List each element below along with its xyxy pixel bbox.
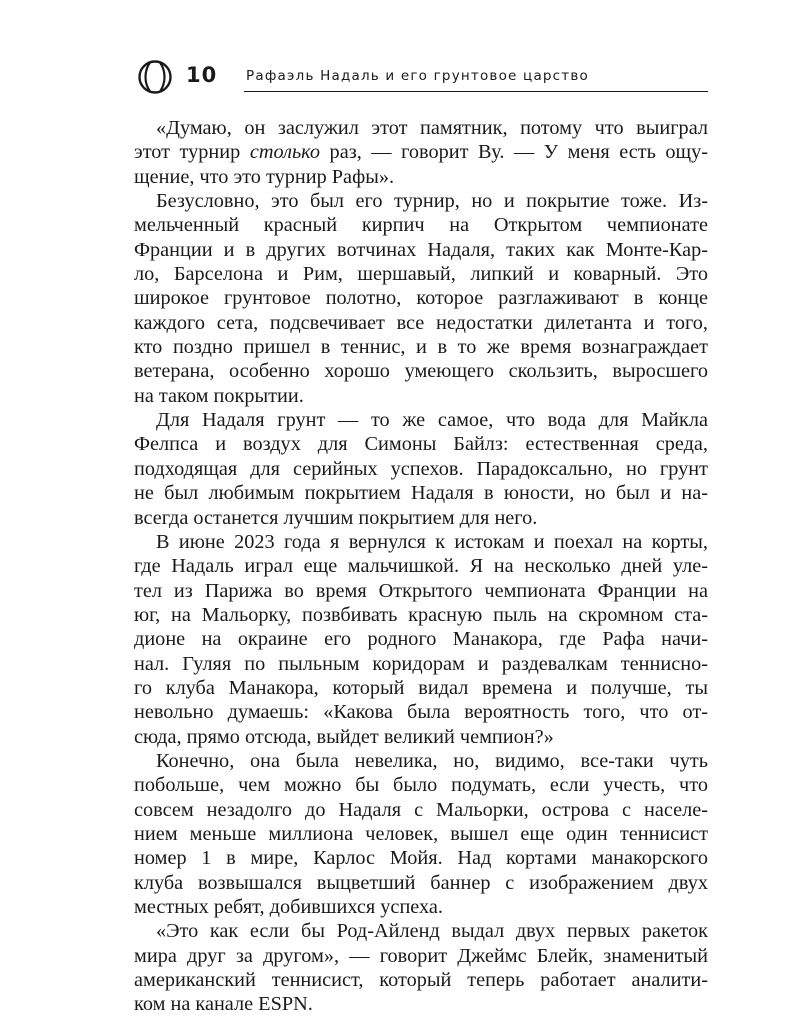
text-line: мельченный красный кирпич на Открытом чемпионате xyxy=(134,214,708,237)
text-line: совсем незадолго до Надаля с Мальорки, острова с населе- xyxy=(134,798,708,821)
text-line: невольно думаешь: «Какова была вероятность того, что от- xyxy=(134,701,708,724)
text-line: ветерана, особенно хорошо умеющего скользить, выросшего xyxy=(134,360,708,383)
text-line: юг, на Мальорку, позвбивать красную пыль на скромном ста- xyxy=(134,603,708,626)
paragraph xyxy=(134,530,708,749)
text-line: Для Надаля грунт — то же самое, что вода для Майкла xyxy=(156,409,708,432)
text-line: каждого сета, подсвечивает все недостатки дилетанта и того, xyxy=(134,311,708,334)
text-line: не был любимым покрытием Надаля в юности, но был и на- xyxy=(134,482,708,505)
paragraph xyxy=(134,749,708,919)
text-line: го клуба Манакора, который видал времена и получше, ты xyxy=(134,676,708,699)
text-line: тел из Парижа во время Открытого чемпионата Франции на xyxy=(134,579,708,602)
paragraph xyxy=(134,919,708,1016)
text-line: нал. Гуляя по пыльным коридорам и раздевалкам теннисно- xyxy=(134,652,708,675)
text-line: нием меньше миллиона человек, вышел еще один теннисист xyxy=(134,822,708,845)
text-line: «Думаю, он заслужил этот памятник, потому что выиграл xyxy=(156,117,708,139)
text-line: американский теннисист, который теперь работает аналити- xyxy=(134,969,708,992)
text-line: мира друг за другом», — говорит Джеймс Блейк, знаменитый xyxy=(134,944,708,967)
paragraph xyxy=(134,189,708,408)
tennis-ball-icon xyxy=(136,58,174,96)
text-line: побольше, чем можно бы было подумать, если учесть, что xyxy=(134,774,708,797)
text-fragment: этот турнир xyxy=(134,141,250,164)
text-line: кто поздно пришел в теннис, и в то же время вознаграждает xyxy=(134,336,708,359)
text-line: ло, Барселона и Рим, шершавый, липкий и коварный. Это xyxy=(134,263,708,286)
text-line: всегда останется лучшим покрытием для него. xyxy=(134,506,538,529)
text-line: «Это как если бы Род-Айленд выдал двух первых ракеток xyxy=(156,920,708,943)
paragraph xyxy=(134,408,708,530)
body-text xyxy=(134,116,708,1017)
text-line: Безусловно, это был его турнир, но и покрытие тоже. Из- xyxy=(156,190,708,213)
text-line: сюда, прямо отсюда, выйдет великий чемпион?» xyxy=(134,725,554,748)
text-line: подходящая для серийных успехов. Парадоксально, но грунт xyxy=(134,457,708,480)
text-line: Франции и в других вотчинах Надаля, таких как Монте-Кар- xyxy=(134,238,708,261)
text-fragment: раз, — говорит Ву. — У меня есть ощу- xyxy=(320,141,708,164)
text-line: где Надаль играл еще мальчишкой. Я на несколько дней уле- xyxy=(134,555,708,578)
text-line: на таком покрытии. xyxy=(134,384,304,407)
text-line: номер 1 в мире, Карлос Мойя. Над кортами манакорского xyxy=(134,847,708,870)
page-number: 10 xyxy=(186,63,218,87)
emphasized-word: столько xyxy=(249,141,321,164)
running-head xyxy=(136,58,708,96)
text-line: Фелпса и воздух для Симоны Байлз: естественная среда, xyxy=(134,433,708,456)
text-line xyxy=(134,140,708,164)
header-rule xyxy=(244,91,708,92)
text-line: дионе на окраине его родного Манакора, где Рафа начи- xyxy=(134,628,708,651)
text-line: щение, что это турнир Рафы». xyxy=(134,165,395,188)
paragraph xyxy=(134,116,708,189)
text-line: ком на канале ESPN. xyxy=(134,993,313,1016)
text-line: клуба возвышался выцветший баннер с изображением двух xyxy=(134,871,708,894)
text-line: широкое грунтовое полотно, которое разглаживают в конце xyxy=(134,287,708,310)
text-line: В июне 2023 года я вернулся к истокам и поехал на корты, xyxy=(156,530,708,553)
running-title: Рафаэль Надаль и его грунтовое царство xyxy=(246,68,589,84)
text-line: местных ребят, добившихся успеха. xyxy=(134,896,443,918)
text-line: Конечно, она была невелика, но, видимо, все-таки чуть xyxy=(156,749,708,772)
